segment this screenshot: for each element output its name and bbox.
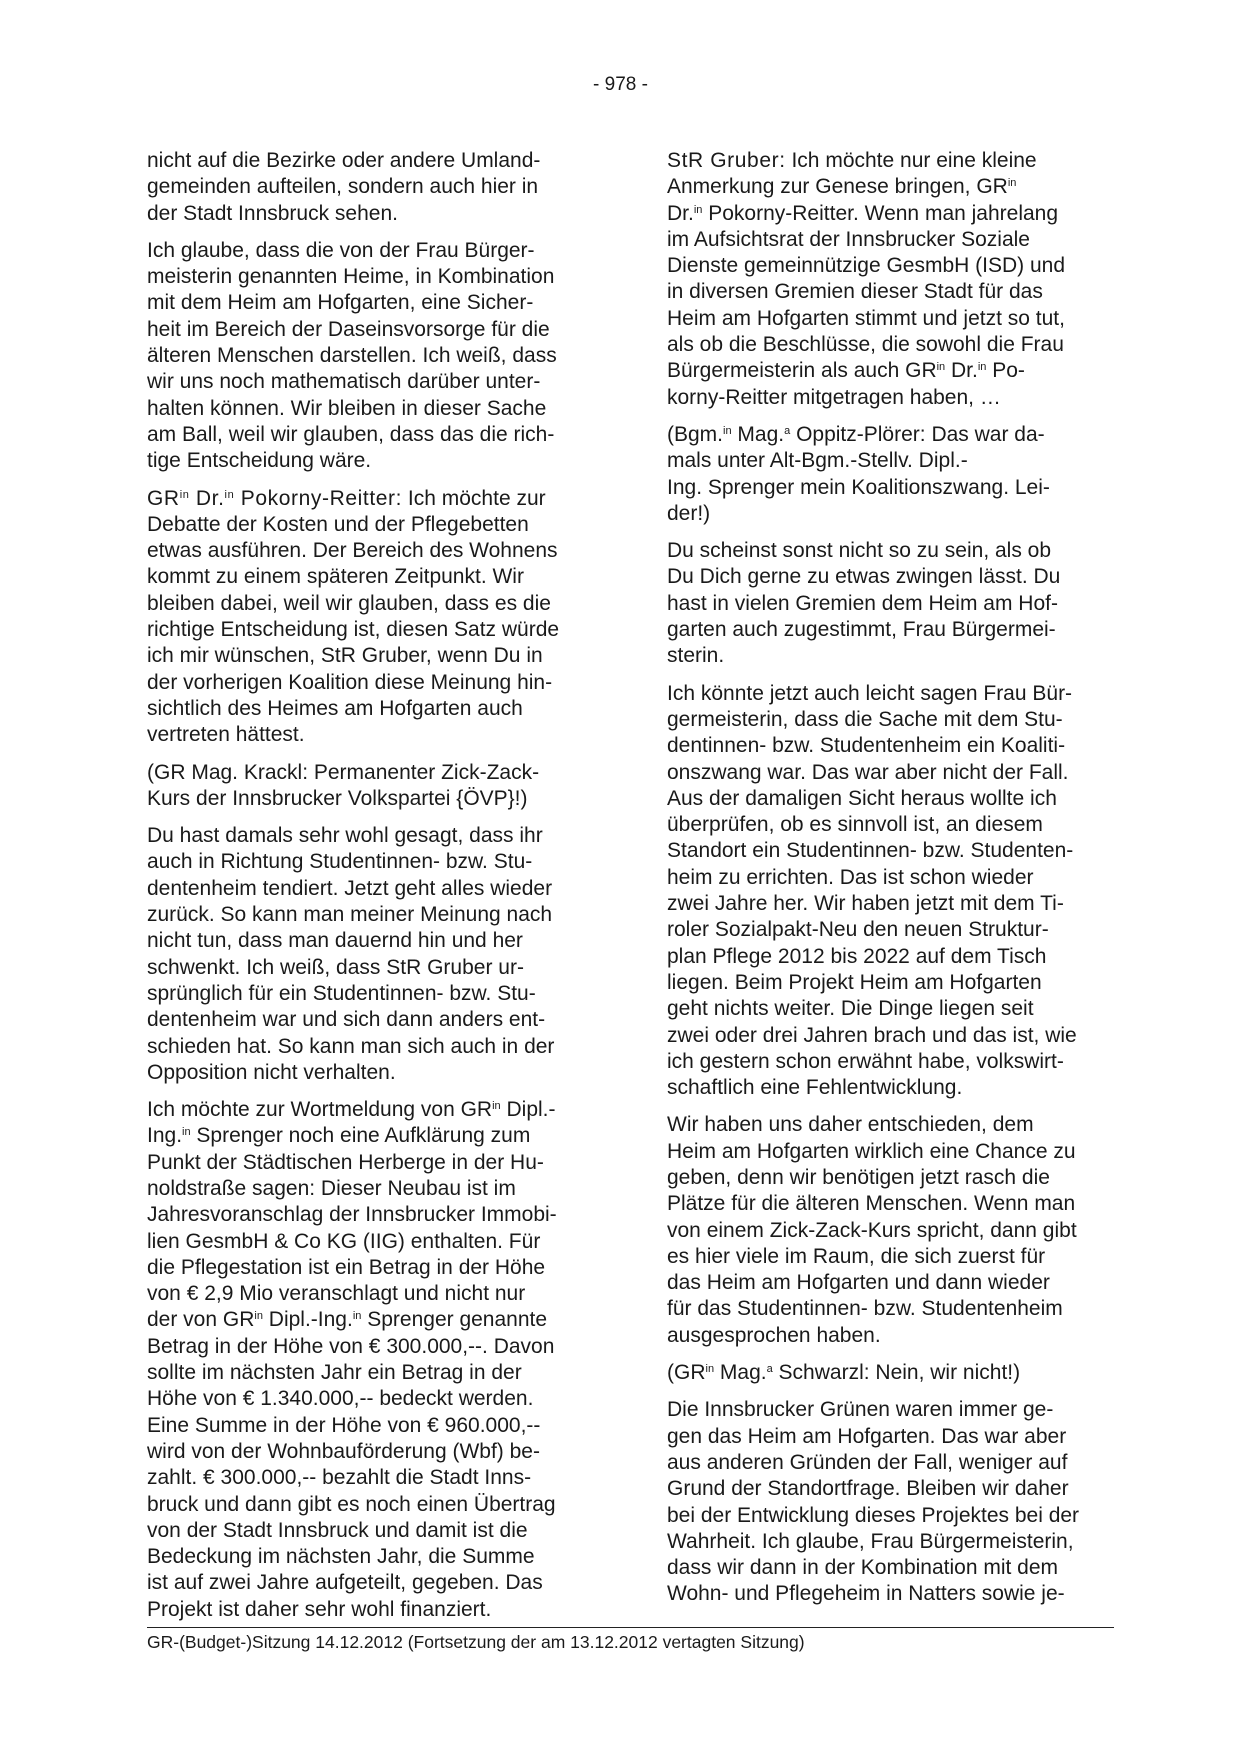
- paragraph: Ich könnte jetzt auch leicht sagen Frau Bür- germeisterin, dass die Sache mit dem Stu- dentinnen- bzw. Studentenheim ein Koaliti- onszwang war. Das war aber nicht der Fall. Aus der damaligen Sicht heraus wollte ich überprüfen, ob es sinnvoll ist, an diesem Standort ein Studentinnen- bzw. Studenten- heim zu errichten. Das ist schon wieder zwei Jahre her. Wir haben jetzt mit dem Ti- roler Sozialpakt-Neu den neuen Struktur- plan Pflege 2012 bis 2022 auf dem Tisch liegen. Beim Projekt Heim am Hofgarten geht nichts weiter. Die Dinge liegen seit zwei oder drei Jahren brach und das ist, wie ich gestern schon erwähnt habe, volkswirt- schaftlich eine Fehlentwicklung.: [667, 681, 1077, 1100]
- footer-divider: [147, 1627, 1114, 1628]
- paragraph: Die Innsbrucker Grünen waren immer ge- gen das Heim am Hofgarten. Das war aber aus anderen Gründen der Fall, weniger auf Grund der Standortfrage. Bleiben wir daher bei der Entwicklung dieses Projektes bei der Wahrheit. Ich glaube, Frau Bürgermeisterin, dass wir dann in der Kombination mit dem Wohn- und Pflegeheim in Natters sowie je-: [667, 1398, 1080, 1606]
- paragraph: Ich möchte zur Wortmeldung von $GR^{in}$ Dipl.- Ing.$^{in}$ Sprenger noch eine Aufklärung zum Punkt der Städtischen Herberge in der Hu- noldstraße sagen: Dieser Neubau ist im Jahresvoranschlag der Innsbrucker Immobi- lien GesmbH & Co KG (IIG) enthalten. Für die Pflegestation ist ein Betrag in der Höhe von € 2,9 Mio veranschlagt und nicht nur der von $GR^{in}$ Dipl.-Ing.$^{in}$ Sprenger genannte Betrag in der Höhe von € 300.000,--. Davon sollte im nächsten Jahr ein Betrag in der Höhe von € 1.340.000,-- bedeckt werden. Eine Summe in der Höhe von € 960.000,-- wird von der Wohnbauförderung (Wbf) be- zahlt. € 300.000,-- bezahlt die Stadt Inns- bruck und dann gibt es noch einen Übertrag von der Stadt Innsbruck und damit ist die Bedeckung im nächsten Jahr, die Summe ist auf zwei Jahre aufgeteilt, gegeben. Das Projekt ist daher sehr wohl finanziert.: [147, 1098, 557, 1621]
- interjection: (Bgm.$^{in}$ Mag.$^a$ Oppitz-Plörer: Das war da- mals unter Alt-Bgm.-Stellv. Dipl.- Ing. Sprenger mein Koalitionszwang. Lei- der!): [667, 422, 1050, 525]
- paragraph: Ich glaube, dass die von der Frau Bürger- meisterin genannten Heime, in Kombination mit dem Heim am Hofgarten, eine Sicher- heit im Bereich der Daseinsvorsorge für die älteren Menschen darstellen. Ich weiß, dass wir uns noch mathematisch darüber unter- halten können. Wir bleiben in dieser Sache am Ball, weil wir glauben, dass das die rich- tige Entscheidung wäre.: [147, 238, 557, 473]
- paragraph: nicht auf die Bezirke oder andere Umland- gemeinden aufteilen, sondern auch hier in der Stadt Innsbruck sehen.: [147, 149, 541, 225]
- left-column: [147, 148, 591, 1634]
- interjection: ($GR^{in}$ Mag.$^a$ Schwarzl: Nein, wir nicht!): [667, 1361, 1021, 1385]
- speaker-name: StR Gruber:: [667, 149, 786, 172]
- interjection: (GR Mag. Krackl: Permanenter Zick-Zack- Kurs der Innsbrucker Volkspartei {ÖVP}!): [147, 760, 540, 810]
- speaker-name: $GR^{in}$ Dr.$^{in}$ Pokorny-Reitter:: [147, 486, 403, 510]
- footer-text: GR-(Budget-)Sitzung 14.12.2012 (Fortsetzung der am 13.12.2012 vertagten Sitzung): [147, 1632, 805, 1652]
- speech-gruber: StR Gruber: Ich möchte nur eine kleine Anmerkung zur Genese bringen, $GR^{in}$ Dr.$^{in}$ Pokorny-Reitter. Wenn man jahrelang im Aufsichtsrat der Innsbrucker Soziale Dienste gemeinnützige GesmbH (ISD) und in diversen Gremien dieser Stadt für das Heim am Hofgarten stimmt und jetzt so tut, als ob die Beschlüsse, die sowohl die Frau Bürgermeisterin als auch $GR^{in}$ Dr.$^{in}$ Po- korny-Reitter mitgetragen haben, …: [667, 149, 1066, 409]
- right-column: [667, 148, 1111, 1619]
- paragraph: Du scheinst sonst nicht so zu sein, als ob Du Dich gerne zu etwas zwingen lässt. Du hast in vielen Gremien dem Heim am Hof- garten auch zugestimmt, Frau Bürgermei- sterin.: [667, 539, 1061, 668]
- page-number: - 978 -: [593, 74, 648, 95]
- speech-pokorny-reitter: $GR^{in}$ Dr.$^{in}$ Pokorny-Reitter: Ich möchte zur Debatte der Kosten und der Pflegebetten etwas ausführen. Der Bereich des Wohnens kommt zu einem späteren Zeitpunkt. Wir bleiben dabei, weil wir glauben, dass es die richtige Entscheidung ist, diesen Satz würde ich mir wünschen, StR Gruber, wenn Du in der vorherigen Koalition diese Meinung hin- sichtlich des Heimes am Hofgarten auch vertreten hättest.: [147, 486, 560, 747]
- paragraph: Wir haben uns daher entschieden, dem Heim am Hofgarten wirklich eine Chance zu geben, denn wir benötigen jetzt rasch die Plätze für die älteren Menschen. Wenn man von einem Zick-Zack-Kurs spricht, dann gibt es hier viele im Raum, die sich zuerst für das Heim am Hofgarten und dann wieder für das Studentinnen- bzw. Studentenheim ausgesprochen haben.: [667, 1113, 1077, 1347]
- paragraph: Du hast damals sehr wohl gesagt, dass ihr auch in Richtung Studentinnen- bzw. Stu- dentenheim tendiert. Jetzt geht alles wieder zurück. So kann man meiner Meinung nach nicht tun, dass man dauernd hin und her schwenkt. Ich weiß, dass StR Gruber ur- sprünglich für ein Studentinnen- bzw. Stu- dentenheim war und sich dann anders ent- schieden hat. So kann man sich auch in der Opposition nicht verhalten.: [147, 824, 555, 1084]
